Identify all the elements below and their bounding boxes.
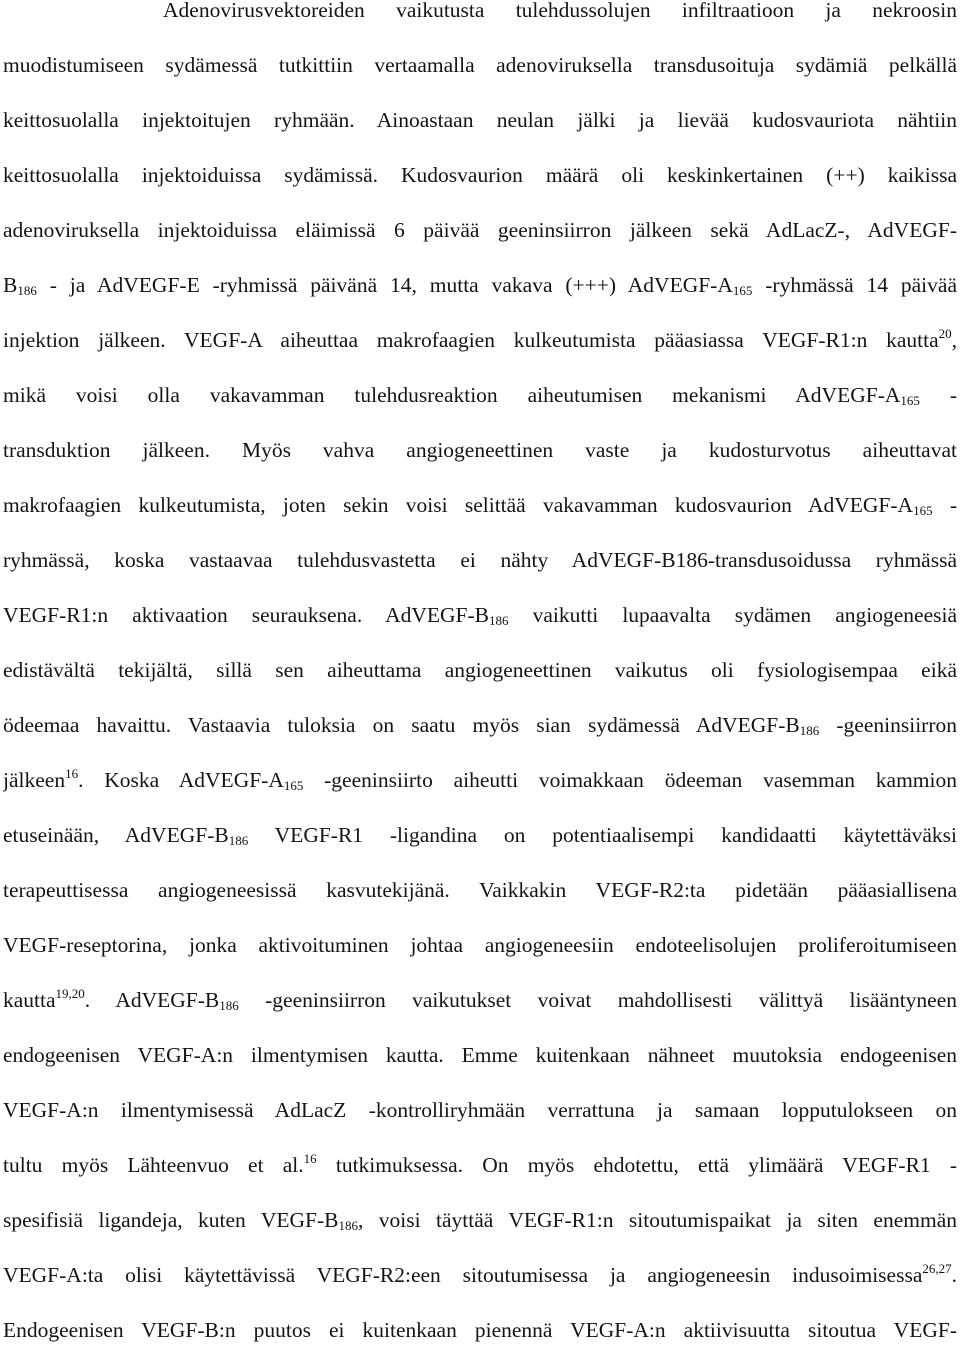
text-segment: tutkimuksessa. On myös ehdotettu, että ylimäärä VEGF-R1 - (316, 1153, 957, 1177)
text-segment: jälkeen (3, 768, 66, 792)
text-segment: -geeninsiirron vaikutukset voivat mahdollisesti välittyä lisääntyneen (238, 988, 957, 1012)
text-segment: Adenovirusvektoreiden vaikutusta tulehdussolujen infiltraatioon ja nekroosin (163, 0, 957, 22)
text-segment: keittosuolalla injektoitujen ryhmään. Ainoastaan neulan jälki ja lievää kudosvauriota nähtiin (3, 108, 957, 132)
text-line (3, 808, 957, 863)
text-segment: - ja AdVEGF-E -ryhmissä päivänä 14, mutta vakava (+++) AdVEGF-A (36, 273, 733, 297)
text-segment: VEGF-R1:n aktivaation seurauksena. AdVEGF-B (3, 603, 490, 627)
subscript: 186 (799, 723, 820, 738)
citation-superscript: 19,20 (55, 986, 85, 1001)
subscript: 186 (228, 833, 249, 848)
citation-superscript: 16 (65, 766, 79, 781)
text-line (3, 588, 957, 643)
text-line (3, 38, 957, 93)
text-segment: . (951, 1263, 957, 1287)
text-segment: vaikutti lupaavalta sydämen angiogeneesiä (508, 603, 957, 627)
citation-superscript: 16 (303, 1151, 317, 1166)
subscript: 165 (283, 778, 304, 793)
text-segment: VEGF-R1 -ligandina on potentiaalisempi kandidaatti käytettäväksi (248, 823, 957, 847)
text-segment: VEGF-A:n ilmentymisessä AdLacZ -kontrolliryhmään verrattuna ja samaan lopputulokseen on (3, 1098, 957, 1122)
text-line (3, 863, 957, 918)
text-segment: -ryhmässä 14 päivää (752, 273, 957, 297)
text-line (3, 148, 957, 203)
text-segment: mikä voisi olla vakavamman tulehdusreaktion aiheutumisen mekanismi AdVEGF-A (3, 383, 901, 407)
text-segment: ödeemaa havaittu. Vastaavia tuloksia on saatu myös sian sydämessä AdVEGF-B (3, 713, 800, 737)
text-line (3, 1193, 957, 1248)
text-segment: , voisi täyttää VEGF-R1:n sitoutumispaikat ja siten enemmän (357, 1208, 957, 1232)
text-segment: . AdVEGF-B (84, 988, 220, 1012)
document-page (3, 0, 957, 1358)
text-line (3, 643, 957, 698)
text-segment: keittosuolalla injektoiduissa sydämissä. Kudosvaurion määrä oli keskinkertainen (++) kaikissa (3, 163, 957, 187)
text-segment: adenoviruksella injektoiduissa eläimissä 6 päivää geeninsiirron jälkeen sekä AdLacZ-, AdVEGF- (3, 218, 957, 242)
text-line (3, 258, 957, 313)
text-segment: injektion jälkeen. VEGF-A aiheuttaa makrofaagien kulkeutumista pääasiassa VEGF-R1:n kautta (3, 328, 939, 352)
text-segment: Endogeenisen VEGF-B:n puutos ei kuitenkaan pienennä VEGF-A:n aktiivisuutta sitoutua VEGF- (3, 1318, 957, 1342)
text-line (3, 1083, 957, 1138)
text-segment: makrofaagien kulkeutumista, joten sekin voisi selittää vakavamman kudosvaurion AdVEGF-A (3, 493, 914, 517)
text-segment: , (951, 328, 957, 352)
body-paragraph (3, 0, 957, 1358)
text-segment: . Koska AdVEGF-A (78, 768, 284, 792)
text-line (3, 698, 957, 753)
text-segment: - (932, 493, 957, 517)
text-line (3, 478, 957, 533)
subscript: 186 (338, 1218, 358, 1233)
text-segment: kautta (3, 988, 56, 1012)
text-segment: terapeuttisessa angiogeneesissä kasvutekijänä. Vaikkakin VEGF-R2:ta pidetään pääasiallisena (3, 878, 957, 902)
text-line (3, 93, 957, 148)
text-segment: transduktion jälkeen. Myös vahva angiogeneettinen vaste ja kudosturvotus aiheuttavat (3, 438, 957, 462)
text-segment: VEGF-A:ta olisi käytettävissä VEGF-R2:een sitoutumisessa ja angiogeneesin indusoimisessa (3, 1263, 923, 1287)
text-segment: ryhmässä, koska vastaavaa tulehdusvastetta ei nähty AdVEGF-B186-transdusoidussa ryhmässä (3, 548, 957, 572)
text-segment: etuseinään, AdVEGF-B (3, 823, 229, 847)
text-line (3, 973, 957, 1028)
subscript: 186 (17, 283, 37, 298)
subscript: 186 (489, 613, 509, 628)
text-line (3, 918, 957, 973)
text-segment: edistävältä tekijältä, sillä sen aiheuttama angiogeneettinen vaikutus oli fysiologisempaa eikä (3, 658, 957, 682)
text-segment: tultu myös Lähteenvuo et al. (3, 1153, 304, 1177)
text-line (3, 203, 957, 258)
subscript: 186 (219, 998, 239, 1013)
text-line (3, 423, 957, 478)
text-segment: spesifisiä ligandeja, kuten VEGF-B (3, 1208, 339, 1232)
subscript: 165 (900, 393, 920, 408)
text-segment: - (919, 383, 957, 407)
text-segment: endogeenisen VEGF-A:n ilmentymisen kautta. Emme kuitenkaan nähneet muutoksia endogeenisen (3, 1043, 957, 1067)
text-line (3, 533, 957, 588)
citation-superscript: 20 (938, 326, 952, 341)
text-line (3, 1028, 957, 1083)
text-segment: -geeninsiirron (819, 713, 957, 737)
text-segment: -geeninsiirto aiheutti voimakkaan ödeeman vasemman kammion (303, 768, 957, 792)
text-line (3, 0, 957, 38)
subscript: 165 (913, 503, 933, 518)
text-line (3, 313, 957, 368)
text-line (3, 753, 957, 808)
text-segment: VEGF-reseptorina, jonka aktivoituminen johtaa angiogeneesiin endoteelisolujen proliferoitumiseen (3, 933, 957, 957)
text-segment: muodistumiseen sydämessä tutkittiin vertaamalla adenoviruksella transdusoituja sydämiä pelkällä (3, 53, 957, 77)
text-line (3, 1248, 957, 1303)
text-line (3, 1303, 957, 1358)
text-line (3, 1138, 957, 1193)
text-line (3, 368, 957, 423)
text-segment: B (3, 273, 18, 297)
subscript: 165 (732, 283, 753, 298)
citation-superscript: 26,27 (922, 1261, 952, 1276)
